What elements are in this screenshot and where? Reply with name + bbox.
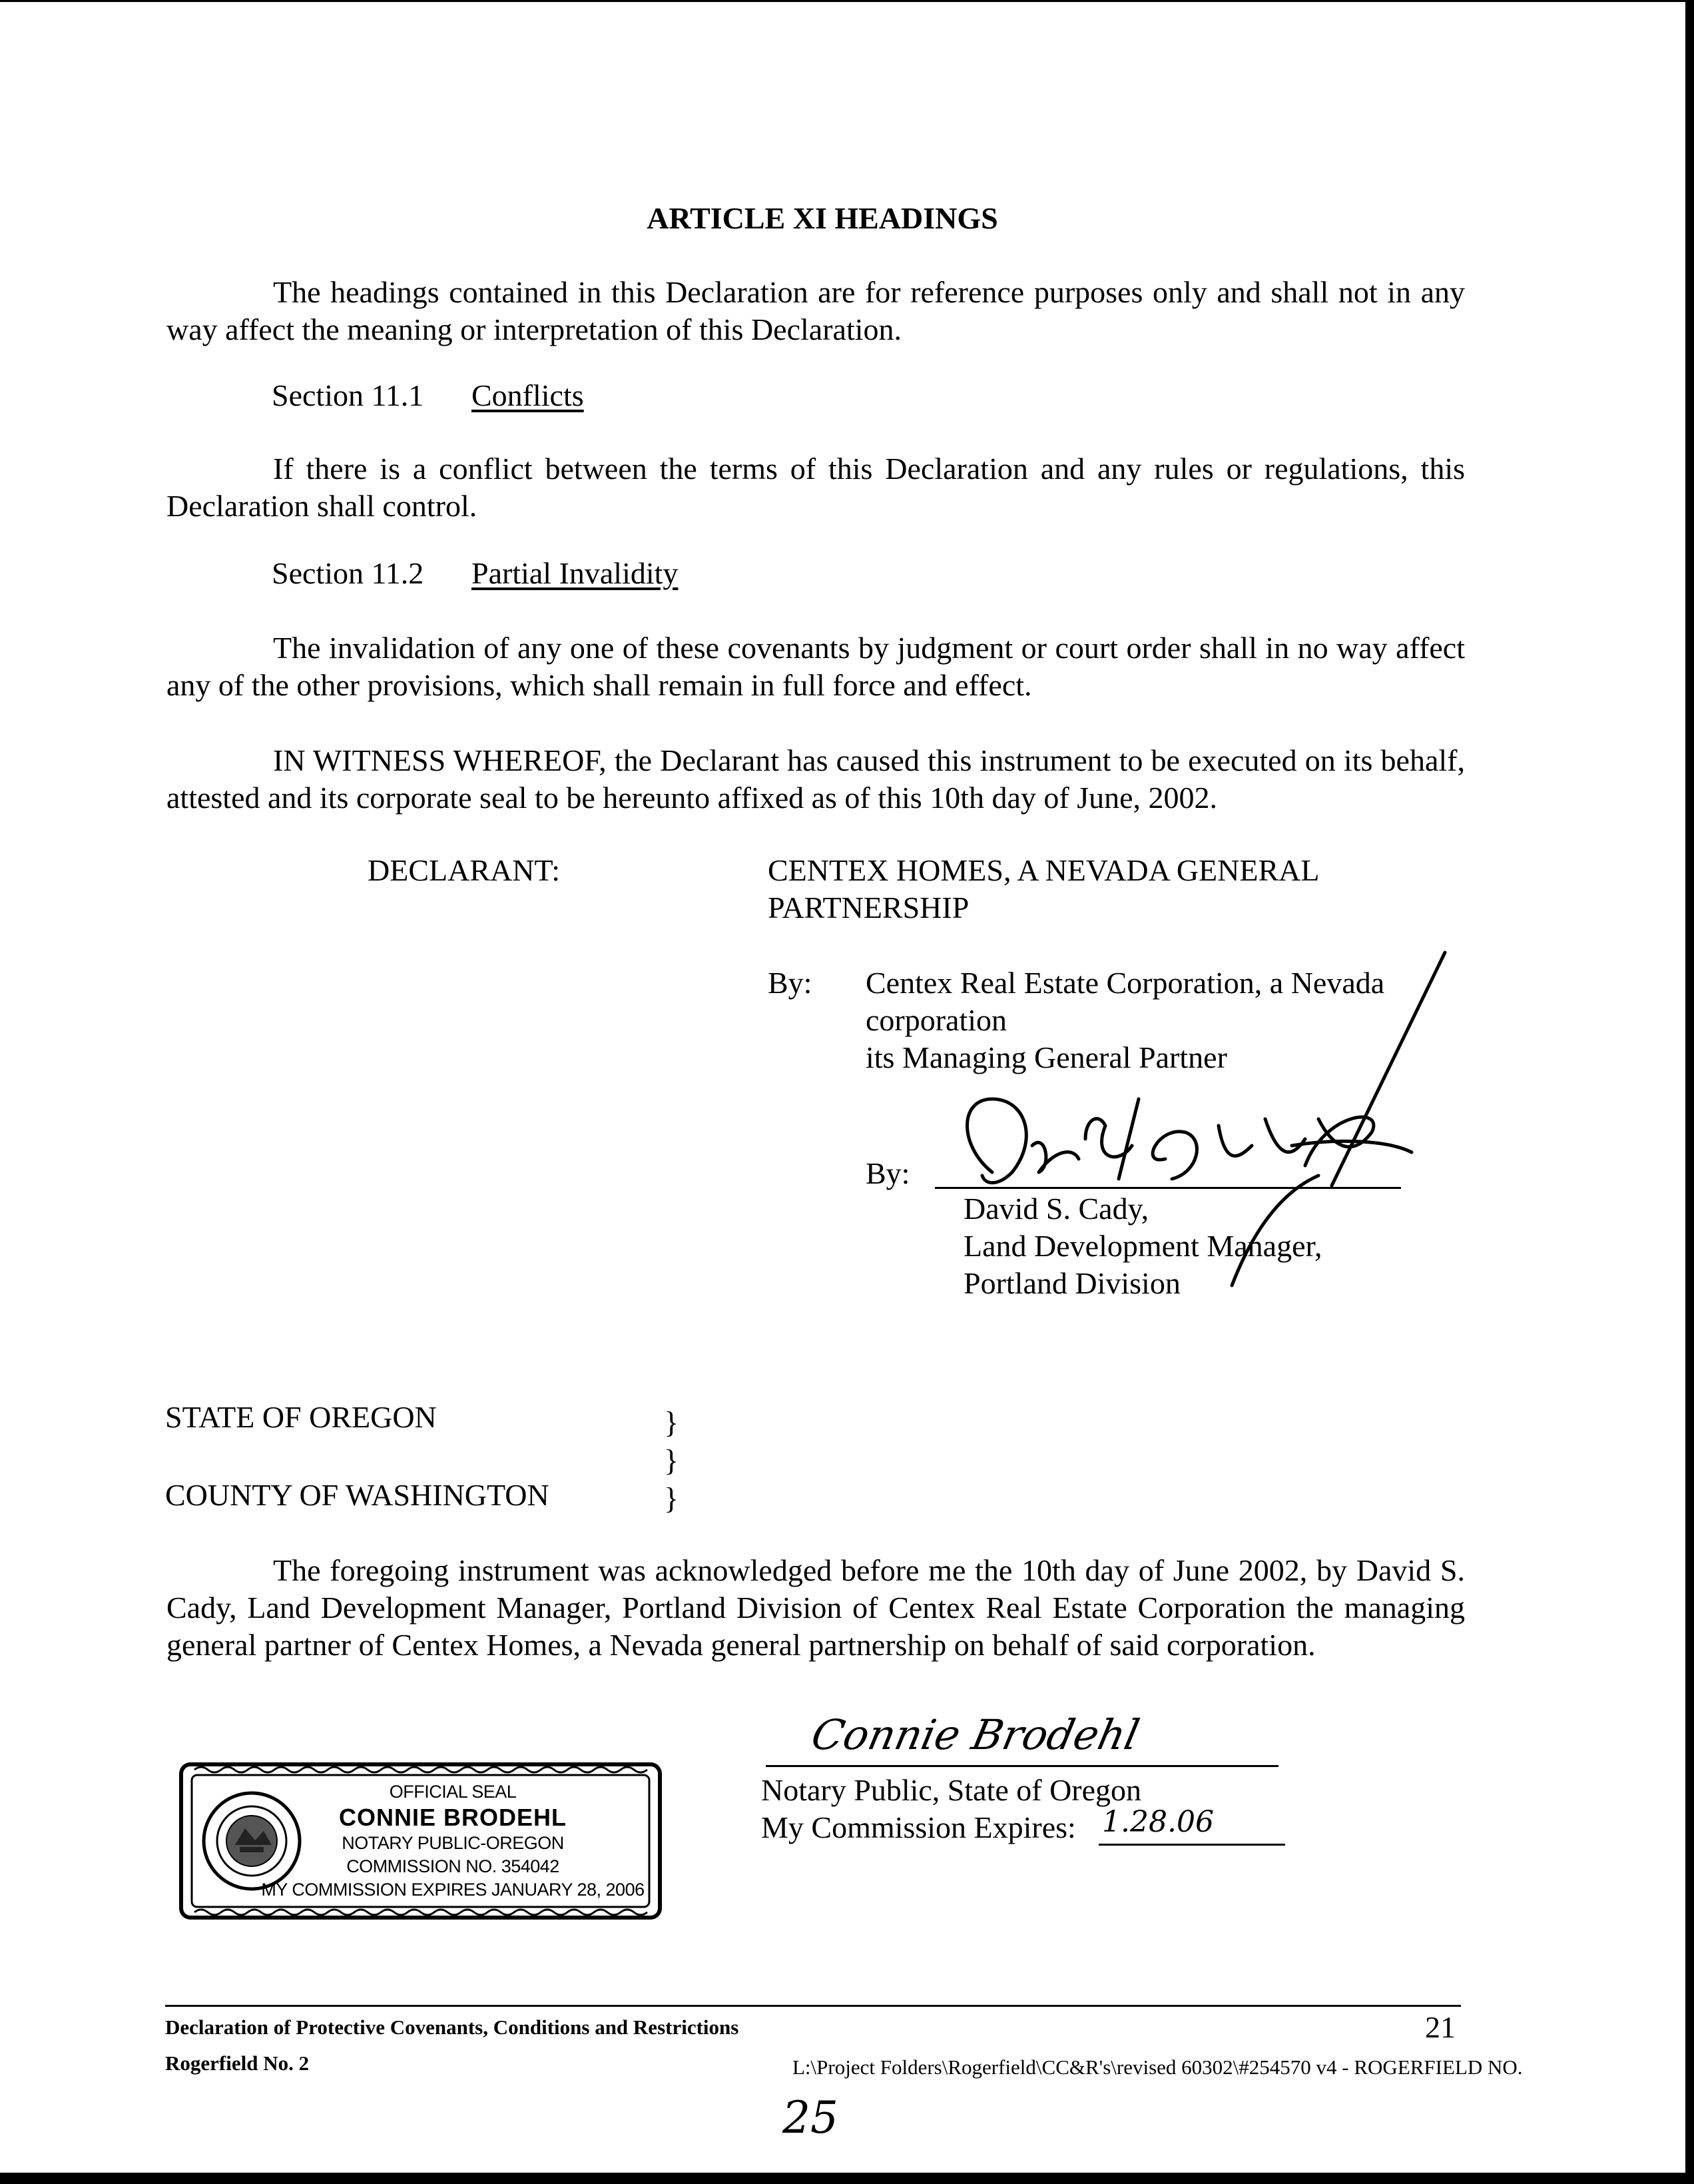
footer-document-title: Declaration of Protective Covenants, Conditions and Restrictions xyxy=(165,2015,739,2039)
seal-official-seal: OFFICIAL SEAL xyxy=(389,1782,517,1802)
partner-line1: Centex Real Estate Corporation, a Nevada xyxy=(866,966,1385,1000)
seal-text-block xyxy=(253,1780,653,1902)
declarant-name-line2: PARTNERSHIP xyxy=(768,891,970,924)
witness-paragraph: IN WITNESS WHEREOF, the Declarant has caused this instrument to be executed on its behalf, attested and its corporate seal to be hereunto affixed as of this 10th day of June, 2002. xyxy=(166,743,1465,815)
notary-title: Notary Public, State of Oregon xyxy=(761,1773,1142,1807)
venue-county: COUNTY OF WASHINGTON xyxy=(165,1478,549,1512)
footer-page-number: 21 xyxy=(1425,2010,1456,2044)
by-label: By: xyxy=(768,966,812,1000)
signer-by-label: By: xyxy=(866,1156,910,1190)
partner-line3: its Managing General Partner xyxy=(866,1040,1227,1074)
seal-commission-expires: MY COMMISSION EXPIRES JANUARY 28, 2006 xyxy=(261,1880,645,1900)
signer-name: David S. Cady, xyxy=(964,1192,1149,1226)
commission-date-line xyxy=(1099,1844,1285,1846)
declarant-label: DECLARANT: xyxy=(368,853,561,887)
section-11-1-body: If there is a conflict between the terms of this Declaration and any rules or regulations, this Declaration shall control. xyxy=(166,452,1465,523)
seal-notary-public: NOTARY PUBLIC-OREGON xyxy=(342,1833,564,1853)
commission-label: My Commission Expires: xyxy=(761,1810,1076,1844)
article-title: ARTICLE XI HEADINGS xyxy=(647,201,998,235)
david-cady-signature xyxy=(919,946,1452,1292)
venue-brace-1: } xyxy=(664,1405,679,1439)
seal-commission-number: COMMISSION NO. 354042 xyxy=(346,1856,559,1876)
section-11-2-heading: Section 11.2 Partial Invalidity xyxy=(272,556,679,590)
notary-signature: Connie Brodehl xyxy=(807,1710,1144,1759)
acknowledgment-paragraph: The foregoing instrument was acknowledged before me the 10th day of June 2002, by David S. Cady, Land Development Manager, Portland Division of Centex Real Estate Corporation the managing general partner of Centex Homes, a Nevada general partnership on behalf of said corporation. xyxy=(166,1553,1465,1662)
venue-brace-2: } xyxy=(664,1443,679,1477)
page-border-top xyxy=(0,0,1694,2)
declarant-name-line1: CENTEX HOMES, A NEVADA GENERAL xyxy=(768,853,1320,887)
section-11-1-heading: Section 11.1 Conflicts xyxy=(272,378,584,412)
page-border-bottom xyxy=(0,2173,1694,2184)
page-border-right xyxy=(1685,0,1694,2184)
footer-file-path: L:\Project Folders\Rogerfield\CC&R's\revised 60302\#254570 v4 - ROGERFIELD NO. xyxy=(792,2055,1523,2079)
venue-brace-3: } xyxy=(664,1481,679,1515)
partner-line2: corporation xyxy=(866,1003,1007,1037)
venue-state: STATE OF OREGON xyxy=(165,1400,437,1434)
commission-handwritten-date: 1.28.06 xyxy=(1102,1805,1214,1839)
notary-signature-line xyxy=(766,1765,1278,1767)
seal-notary-name: CONNIE BRODEHL xyxy=(338,1804,567,1831)
signer-title: Land Development Manager, xyxy=(964,1229,1322,1263)
section-11-2-body: The invalidation of any one of these covenants by judgment or court order shall in no way affect any of the other provisions, which shall remain in full force and effect. xyxy=(166,631,1465,702)
footer-rule xyxy=(165,2005,1461,2007)
intro-paragraph: The headings contained in this Declaration are for reference purposes only and shall not in any way affect the meaning or interpretation of this Declaration. xyxy=(166,275,1465,346)
handwritten-page-number: 25 xyxy=(782,2092,838,2143)
footer-project: Rogerfield No. 2 xyxy=(165,2051,310,2075)
signer-division: Portland Division xyxy=(964,1266,1181,1300)
